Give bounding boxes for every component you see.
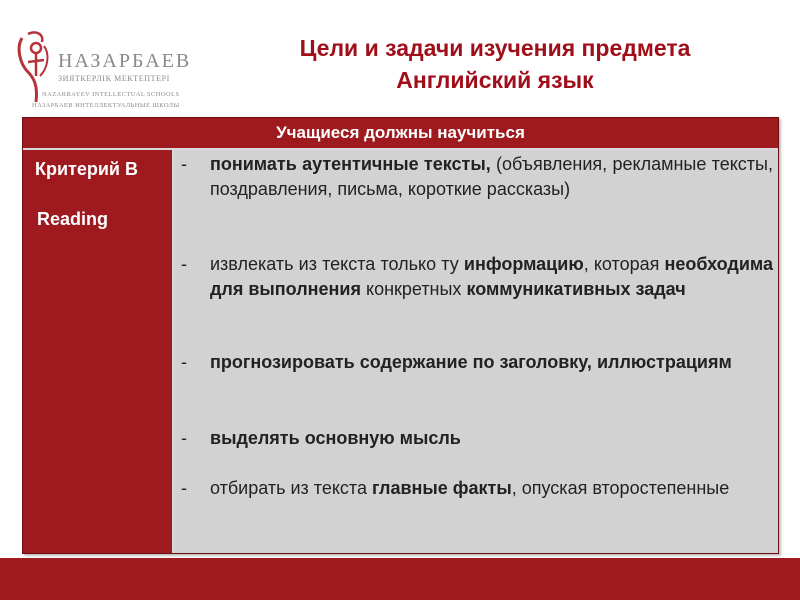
item-text-bold: понимать аутентичные тексты, — [210, 154, 491, 174]
bullet-dash: - — [181, 154, 187, 174]
item-text-bold: выделять основную мысль — [210, 428, 461, 448]
item-text-bold: коммуникативных задач — [466, 279, 686, 299]
item-text: , опуская второстепенные — [511, 478, 730, 498]
item-text: , которая — [583, 254, 665, 274]
nazarbayev-logo — [14, 26, 209, 112]
item-text-bold: необходима для выполнения — [210, 254, 773, 299]
item-text: извлекать из текста только ту — [210, 254, 464, 274]
logo-title: НАЗАРБАЕВ — [58, 50, 192, 72]
bullet-dash: - — [181, 352, 187, 372]
item-text: конкретных — [360, 279, 467, 299]
item-text-bold: главные факты — [371, 478, 512, 498]
item-text: (объявления, рекламные тексты, поздравления, письма, короткие рассказы) — [210, 154, 773, 199]
title-line-2: Английский язык — [396, 67, 594, 93]
table-header: Учащиеся должны научиться — [23, 118, 778, 150]
criterion-cell — [23, 150, 174, 553]
logo-line-en: NAZARBAYEV INTELLECTUAL SCHOOLS — [42, 91, 180, 98]
bullet-dash: - — [181, 478, 187, 498]
item-text: отбирать из текста — [210, 478, 372, 498]
item-text-bold: информацию — [463, 254, 584, 274]
list-item-text — [210, 476, 773, 501]
bullet-dash: - — [181, 428, 187, 448]
logo-line-ru: НАЗАРБАЕВ ИНТЕЛЛЕКТУАЛЬНЫЕ ШКОЛЫ — [32, 102, 180, 109]
list-item-text — [210, 252, 773, 302]
list-item-text — [210, 426, 773, 451]
footer-band — [0, 558, 800, 600]
item-text-bold: прогнозировать содержание по заголовку, иллюстрациям — [210, 352, 732, 372]
title-line-1: Цели и задачи изучения предмета — [299, 35, 691, 61]
skill-label: Reading — [37, 209, 109, 229]
criterion-label: Критерий В — [35, 159, 138, 179]
bullet-dash: - — [181, 254, 187, 274]
objectives-list — [174, 150, 778, 553]
logo-subtitle: ЗИЯТКЕРЛІК МЕКТЕПТЕРІ — [58, 74, 170, 83]
list-item-text — [210, 152, 773, 202]
page-title — [210, 32, 780, 96]
list-item-text — [210, 350, 773, 375]
objectives-table — [22, 117, 779, 554]
